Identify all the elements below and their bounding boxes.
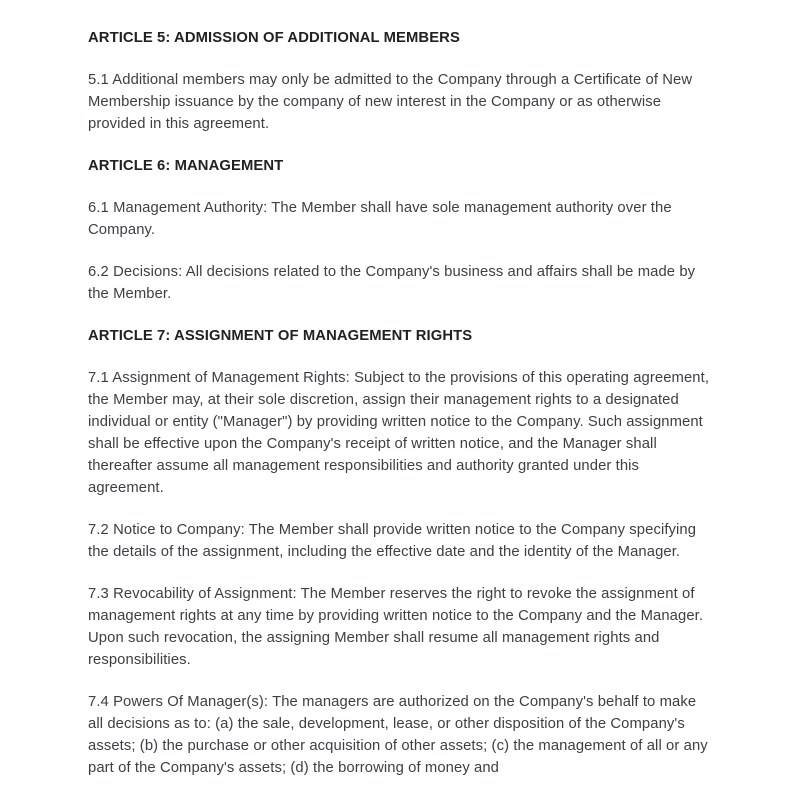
- paragraph: 7.2 Notice to Company: The Member shall provide written notice to the Company specifying the details of the assignment, including the effective date and the identity of the Manager.: [88, 522, 697, 560]
- section-article-5: [88, 27, 713, 135]
- paragraph: 7.4 Powers Of Manager(s): The managers are authorized on the Company's behalf to make all decisions as to: (a) the sale, development, lease, or other disposition of the Company's assets; (b) the purchase or other acquisition of other assets; (c) the management of all or any part of the Company's assets; (d) the borrowing of money and: [88, 694, 708, 776]
- paragraph: 6.1 Management Authority: The Member shall have sole management authority over the Company.: [88, 200, 672, 238]
- section-article-6: [88, 155, 713, 305]
- document-content: [88, 27, 713, 779]
- section-heading: ARTICLE 7: ASSIGNMENT OF MANAGEMENT RIGHTS: [88, 328, 473, 344]
- section-heading: ARTICLE 6: MANAGEMENT: [88, 158, 284, 174]
- section-article-7: [88, 325, 713, 779]
- paragraph: 6.2 Decisions: All decisions related to the Company's business and affairs shall be made by the Member.: [88, 264, 696, 302]
- section-heading: ARTICLE 5: ADMISSION OF ADDITIONAL MEMBERS: [88, 30, 460, 46]
- paragraph: 7.3 Revocability of Assignment: The Member reserves the right to revoke the assignment of management rights at any time by providing written notice to the Company and the Manager. Upon such revocation, the assigning Member shall resume all management rights and responsibilities.: [88, 586, 704, 668]
- paragraph: 5.1 Additional members may only be admitted to the Company through a Certificate of New Membership issuance by the company of new interest in the Company or as otherwise provided in this agreement.: [88, 72, 693, 132]
- paragraph: 7.1 Assignment of Management Rights: Subject to the provisions of this operating agreement, the Member may, at their sole discretion, assign their management rights to a designated individual or entity ("Manager") by providing written notice to the Company. Such assignment shall be effective upon the Company's receipt of written notice, and the Manager shall thereafter assume all management responsibilities and authority granted under this agreement.: [88, 370, 710, 496]
